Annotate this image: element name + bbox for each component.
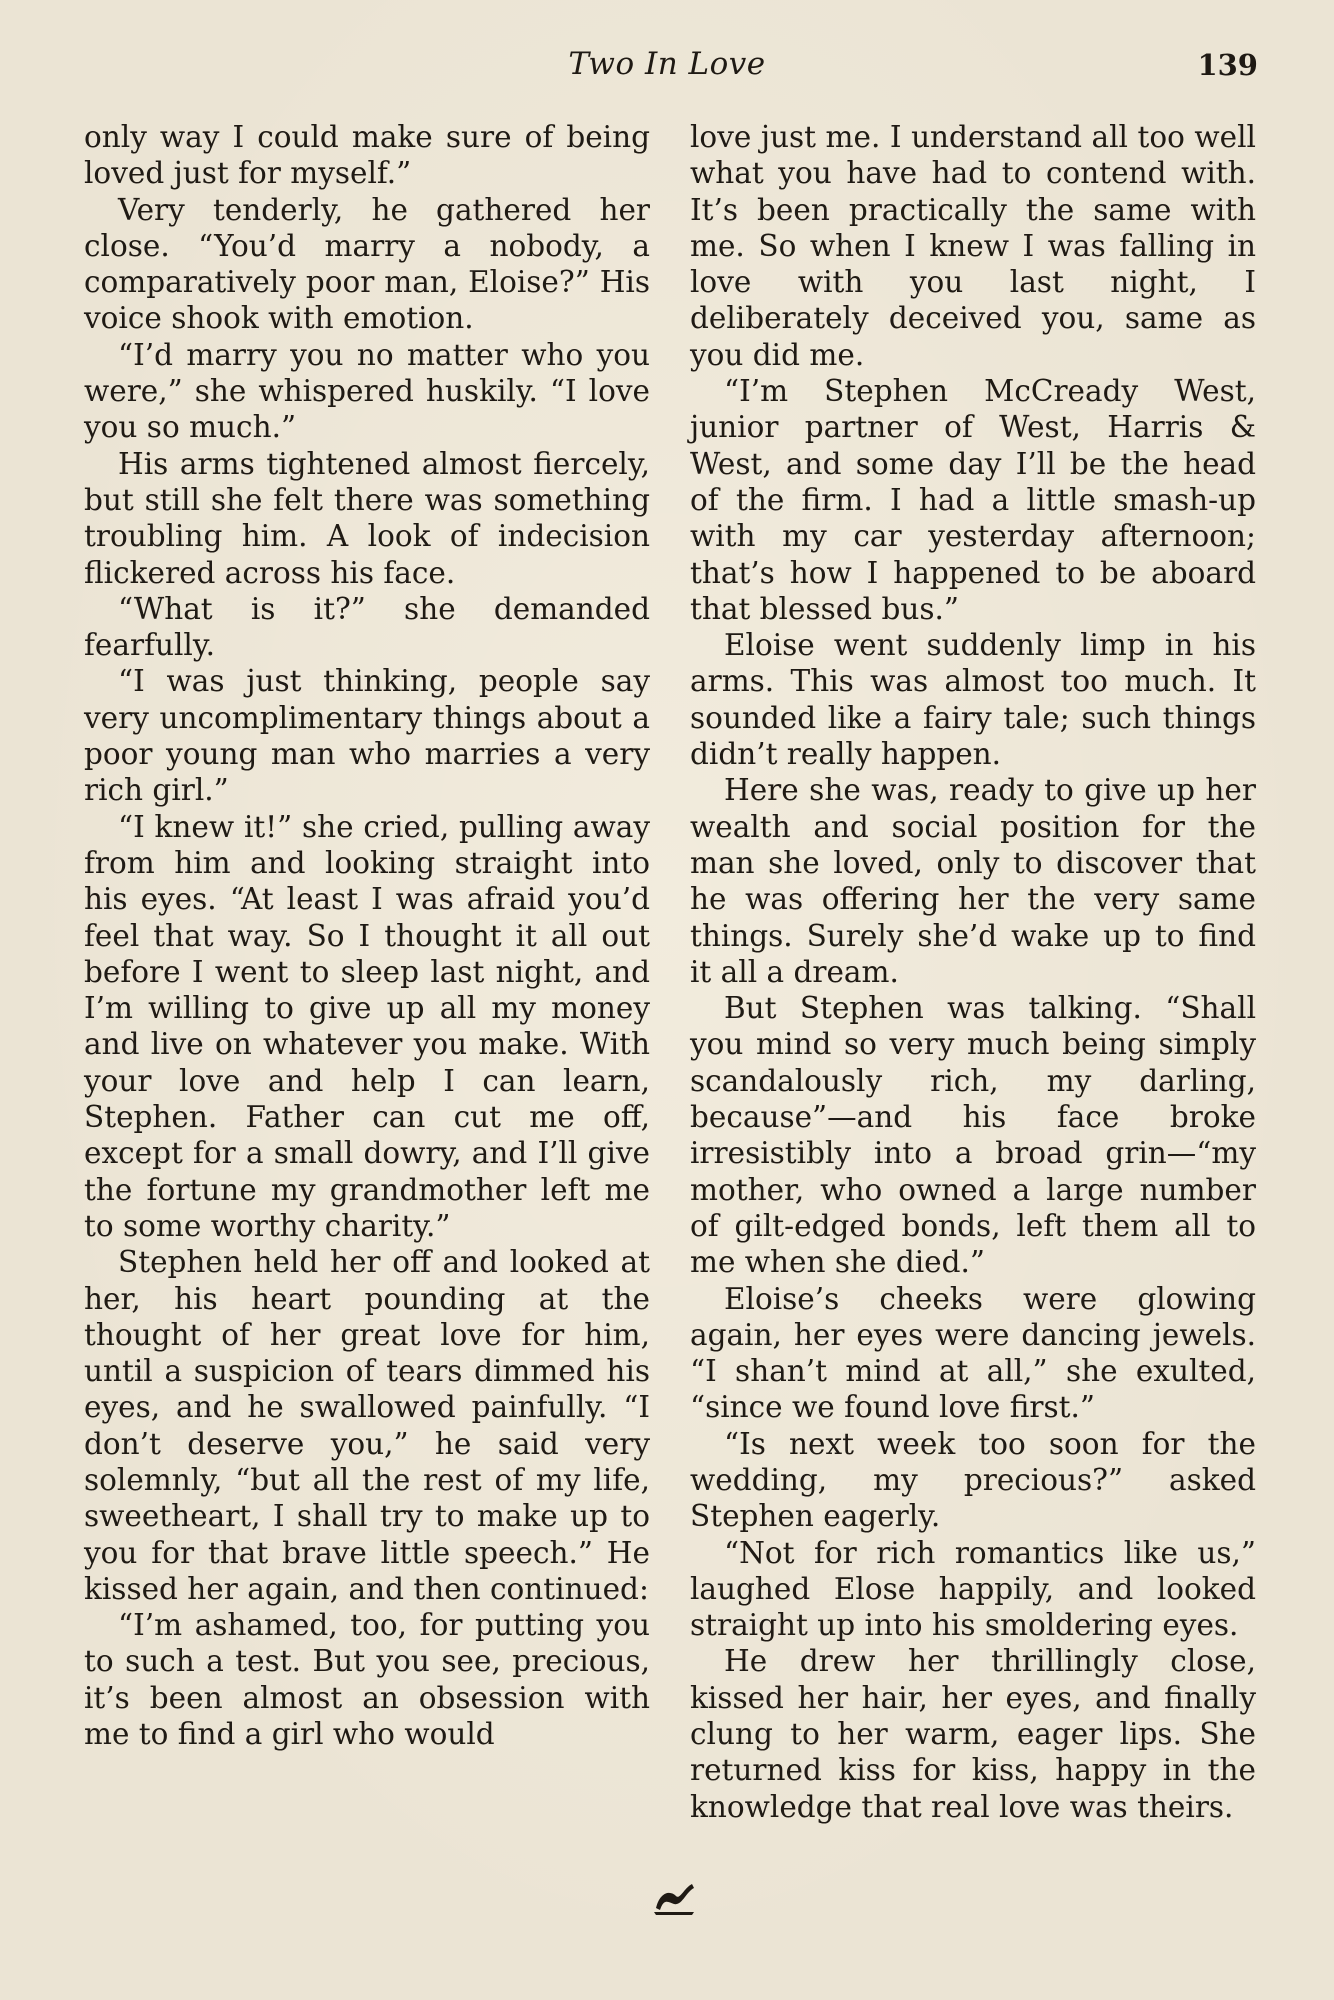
page-number: 139 [1197,48,1258,82]
text-column-right [690,119,1256,1825]
paragraph: Eloise went suddenly limp in his arms. This was almost too much. It sounded like a fairy tale; such things didn’t really happen. [690,628,1256,772]
paragraph: Here she was, ready to give up her wealth and social position for the man she loved, only to discover that he was offering her the very same things. Surely she’d wake up to find it all a dream. [690,773,1256,989]
paragraph: “Not for rich romantics like us,” laughed Elose happily, and looked straight up into his smoldering eyes. [690,1535,1256,1643]
paragraph: “What is it?” she demanded fearfully. [84,591,650,663]
paragraph: Stephen held her off and looked at her, his heart pounding at the thought of her great love for him, until a suspicion of tears dimmed his eyes, and he swallowed painfully. “I don’t deserve you,” he said very solemnly, “but all the rest of my life, sweetheart, I shall try to make up to you for that brave little speech.” He kissed her again, and then continued: [84,1245,650,1606]
paragraph: “I knew it!” she cried, pulling away from him and looking straight into his eyes. “At least I was afraid you’d feel that way. So I thought it all out before I went to sleep last night, and I’m willing to give up all my money and live on whatever you make. With your love and help I can learn, Stephen. Father can cut me off, except for a small dowry, and I’ll give the fortune my grandmother left me to some worthy charity.” [84,809,650,1243]
text-column-left [84,119,650,1752]
paragraph: But Stephen was talking. “Shall you mind so very much being simply scandalously rich, my darling, because”—and his face broke irresistibly into a broad grin—“my mother, who owned a large number of gilt-edged bonds, left them all to me when she died.” [690,991,1256,1280]
paragraph: “I was just thinking, people say very uncomplimentary things about a poor young man who marries a very rich girl.” [84,664,650,808]
paragraph: He drew her thrillingly close, kissed her hair, her eyes, and finally clung to her warm, eager lips. She returned kiss for kiss, happy in the knowledge that real love was theirs. [690,1644,1256,1824]
paragraph: love just me. I understand all too well what you have had to contend with. It’s been practically the same with me. So when I knew I was falling in love with you last night, I deliberately deceived you, same as you did me. [690,120,1256,372]
running-title: Two In Love [568,46,766,82]
paragraph: only way I could make sure of being loved just for myself.” [84,120,650,191]
end-of-story-ornament-icon [650,1878,698,1918]
paragraph: His arms tightened almost fiercely, but still she felt there was something troubling him. A look of indecision flickered across his face. [84,446,650,590]
paragraph: “I’m ashamed, too, for putting you to such a test. But you see, precious, it’s been almost an obsession with me to find a girl who would [84,1608,650,1752]
paragraph: “I’d marry you no matter who you were,” she whispered huskily. “I love you so much.” [84,337,650,445]
paragraph: “I’m Stephen McCready West, junior partner of West, Harris & West, and some day I’ll be the head of the firm. I had a little smash-up with my car yesterday afternoon; that’s how I happened to be aboard that blessed bus.” [690,374,1256,626]
paragraph: Eloise’s cheeks were glowing again, her eyes were dancing jewels. “I shan’t mind at all,” she exulted, “since we found love first.” [690,1281,1256,1425]
paragraph: Very tenderly, he gathered her close. “You’d marry a nobody, a comparatively poor man, Eloise?” His voice shook with emotion. [84,192,650,336]
paragraph: “Is next week too soon for the wedding, my precious?” asked Stephen eagerly. [690,1426,1256,1534]
